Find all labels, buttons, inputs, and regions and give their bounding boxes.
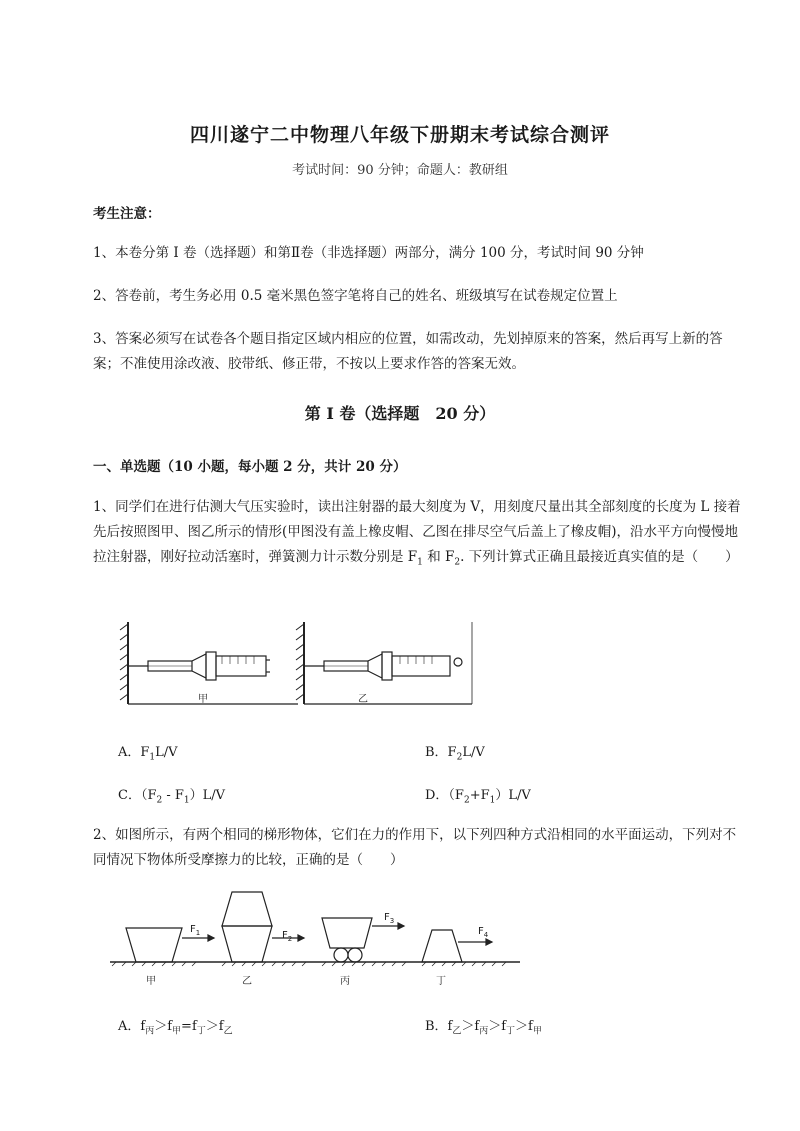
syringe-experiment-figure xyxy=(118,618,478,710)
question-1-stem: 1、同学们在进行估测大气压实验时，读出注射器的最大刻度为 V，用刻度尺量出其全部刻度的长度为 L 接着先后按照图甲、图乙所示的情形(甲图没有盖上橡皮帽、乙图在排尽空气后盖上了橡皮帽)，沿水平方向慢慢地拉注射器，刚好拉动活塞时，弹簧测力计示数分别是 $F_1$ 和 $F_2$. 下列计算式正确且最接近真实值的是（ ） xyxy=(93,499,741,568)
q1-option-a[interactable]: A．$F_1L/V$ xyxy=(118,745,178,763)
figure-label-ding: 丁 xyxy=(436,976,446,987)
question-type-heading: 一、单选题（10 小题，每小题 2 分，共计 20 分） xyxy=(93,459,407,475)
figure-label-jia: 甲 xyxy=(198,694,208,705)
q1-option-c[interactable]: C．$(F_2 - F_1)L/V$ xyxy=(118,788,226,806)
notice-heading: 考生注意： xyxy=(93,206,161,222)
q2-option-a[interactable]: A．$f_丙>f_甲=f_丁>f_乙$ xyxy=(118,1019,233,1037)
trapezoid-blocks-figure xyxy=(110,886,530,990)
notice-item-1: 1、本卷分第 I 卷（选择题）和第Ⅱ卷（非选择题）两部分，满分 100 分，考试时间 90 分钟 xyxy=(93,245,644,261)
q2-option-b[interactable]: B．$f_乙>f_丙>f_丁>f_甲$ xyxy=(425,1019,542,1037)
force-label-f4: $F_4$ xyxy=(478,926,489,939)
q1-option-b[interactable]: B．$F_2L/V$ xyxy=(425,745,485,763)
figure-label-yi: 乙 xyxy=(242,976,252,987)
force-label-f3: $F_3$ xyxy=(384,912,395,925)
section-title: 第 I 卷（选择题 20 分） xyxy=(304,404,496,423)
exam-info: 考试时间：90 分钟；命题人：教研组 xyxy=(292,163,508,178)
notice-item-2: 2、答卷前，考生务必用 0.5 毫米黑色签字笔将自己的姓名、班级填写在试卷规定位置上 xyxy=(93,288,618,304)
force-label-f2: $F_2$ xyxy=(282,930,293,943)
q1-option-d[interactable]: D．$(F_2+F_1)L/V$ xyxy=(425,788,531,806)
figure-label-bing: 丙 xyxy=(340,976,350,987)
force-label-f1: $F_1$ xyxy=(190,924,201,937)
figure-label-jia: 甲 xyxy=(146,976,156,987)
question-2-stem: 2、如图所示，有两个相同的梯形物体，它们在力的作用下，以下列四种方式沿相同的水平面运动，下列对不同情况下物体所受摩擦力的比较，正确的是（ ） xyxy=(93,827,737,868)
notice-item-3: 3、答案必须写在试卷各个题目指定区域内相应的位置，如需改动，先划掉原来的答案，然后再写上新的答案；不准使用涂改液、胶带纸、修正带，不按以上要求作答的答案无效。 xyxy=(93,331,723,372)
page-title: 四川遂宁二中物理八年级下册期末考试综合测评 xyxy=(189,124,610,146)
figure-label-yi: 乙 xyxy=(358,694,368,705)
